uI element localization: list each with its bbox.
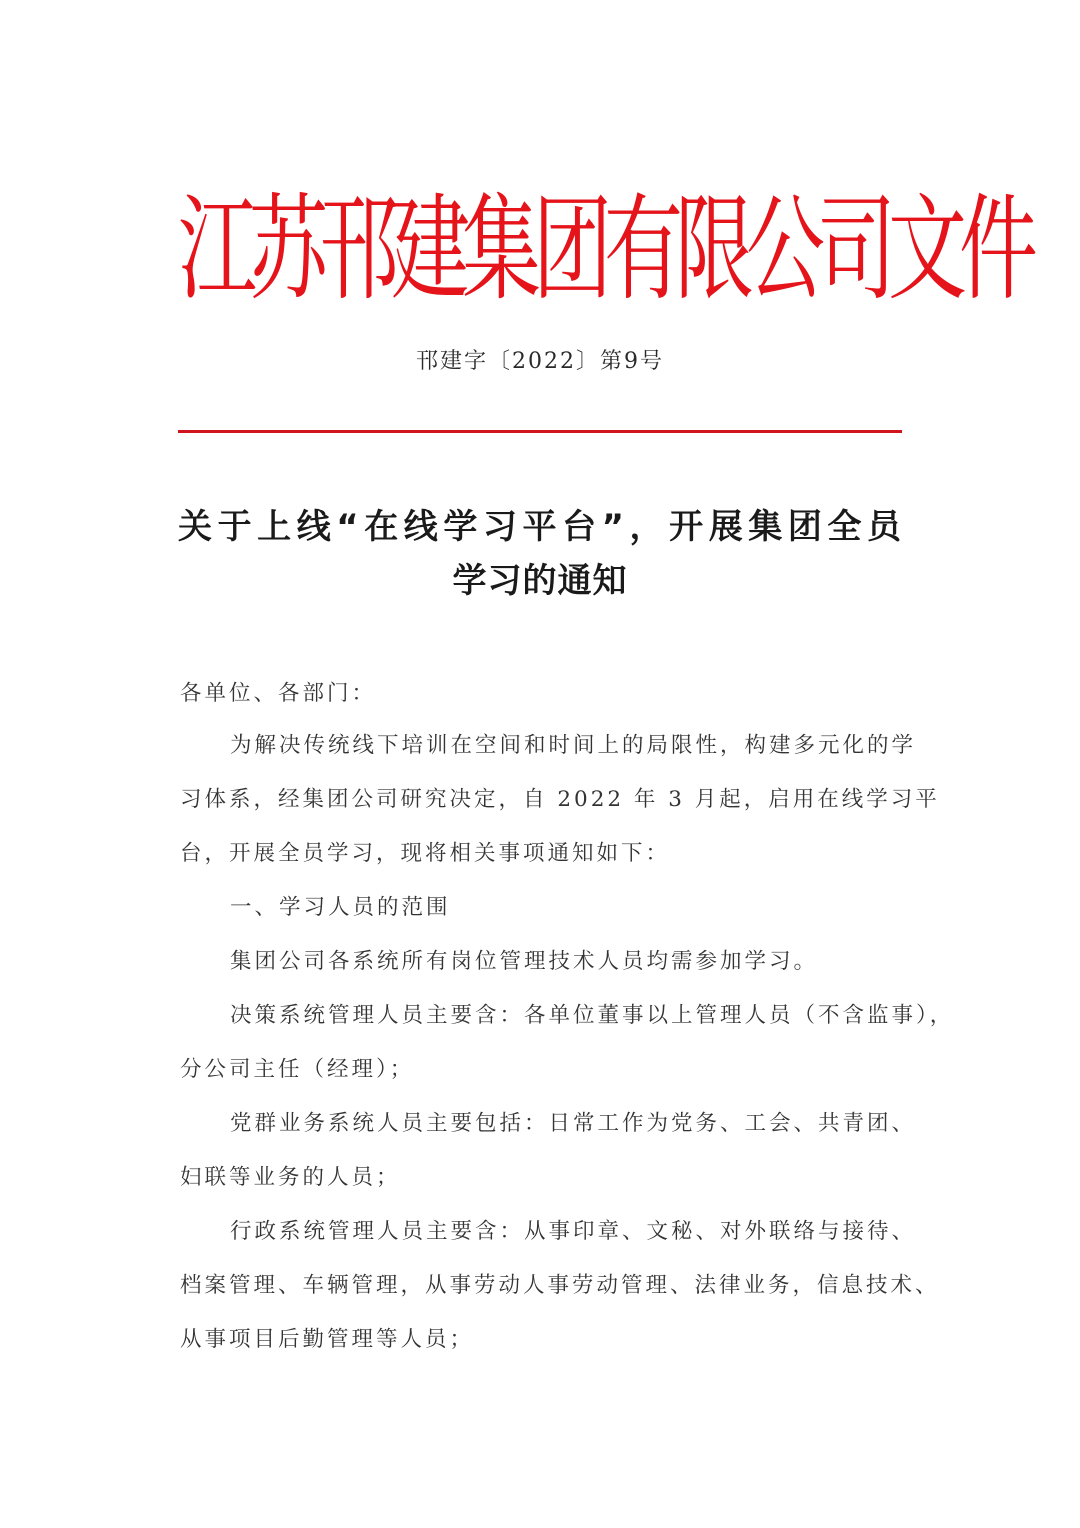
body-line: 习体系，经集团公司研究决定，自 2022 年 3 月起，启用在线学习平 bbox=[180, 787, 940, 812]
body-line: 分公司主任（经理）； bbox=[180, 1057, 415, 1082]
body-line: 决策系统管理人员主要含：各单位董事以上管理人员（不含监事）， bbox=[230, 1003, 955, 1028]
body-line: 妇联等业务的人员； bbox=[180, 1165, 401, 1190]
body-line: 档案管理、车辆管理，从事劳动人事劳动管理、法律业务，信息技术、 bbox=[180, 1273, 940, 1298]
notice-title bbox=[178, 500, 902, 608]
salutation: 各单位、各部门： bbox=[180, 681, 377, 706]
body-line: 行政系统管理人员主要含：从事印章、文秘、对外联络与接待、 bbox=[230, 1219, 917, 1244]
document-header-title: 江苏邗建集团有限公司文件 bbox=[178, 183, 1030, 317]
document-number: 邗建字〔2022〕第9号 bbox=[416, 349, 664, 374]
notice-title-line-2: 学习的通知 bbox=[452, 561, 628, 601]
body-line: 台，开展全员学习，现将相关事项通知如下： bbox=[180, 841, 671, 866]
body-line: 为解决传统线下培训在空间和时间上的局限性，构建多元化的学 bbox=[230, 733, 917, 758]
body-line: 党群业务系统人员主要包括：日常工作为党务、工会、共青团、 bbox=[230, 1111, 917, 1136]
red-divider-line bbox=[178, 430, 902, 433]
notice-title-line-1: 关于上线“在线学习平台”，开展集团全员 bbox=[178, 507, 902, 547]
body-line: 从事项目后勤管理等人员； bbox=[180, 1327, 475, 1352]
section-heading-1: 一、学习人员的范围 bbox=[230, 895, 451, 920]
body-line: 集团公司各系统所有岗位管理技术人员均需参加学习。 bbox=[230, 949, 819, 974]
